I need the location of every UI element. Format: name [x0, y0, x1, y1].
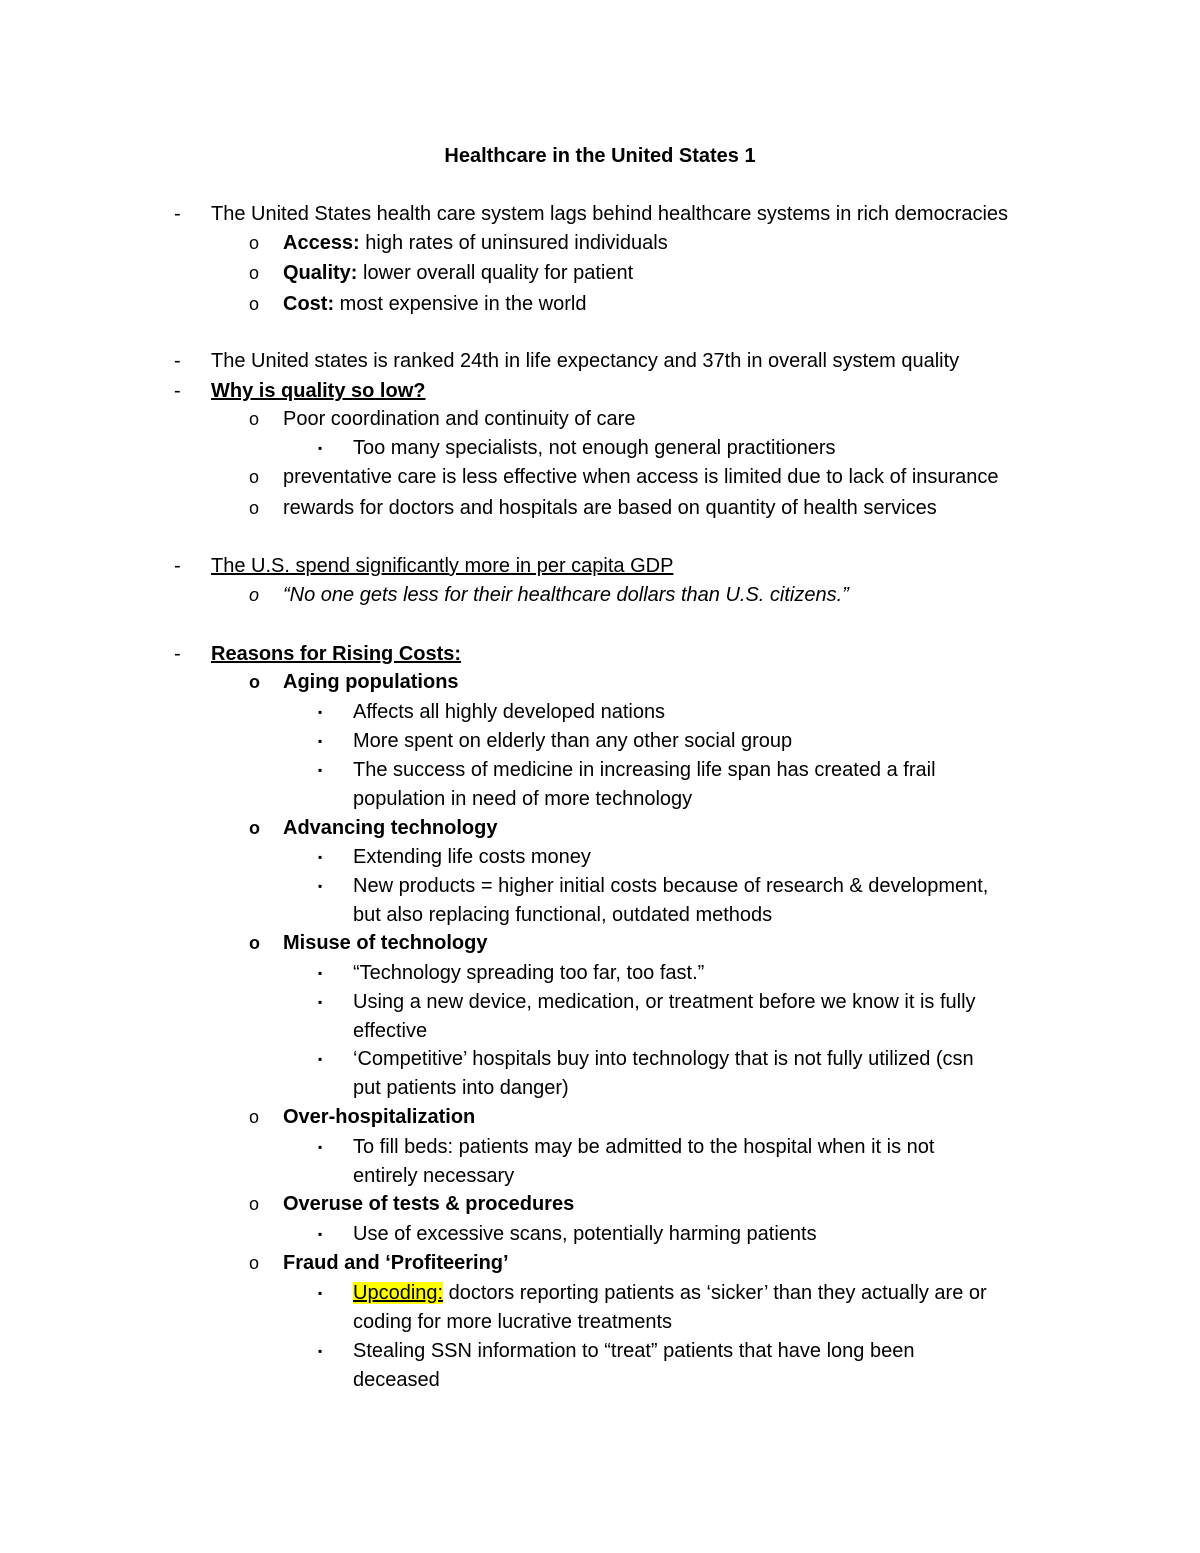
section-heading: The U.S. spend significantly more in per capita GDP: [211, 555, 674, 577]
bullet-text: The United states is ranked 24th in life expectancy and 37th in overall system quality: [211, 350, 960, 372]
list-item: More spent on elderly than any other social group: [353, 730, 793, 752]
list-item: Poor coordination and continuity of care: [283, 408, 636, 430]
list-item: Use of excessive scans, potentially harming patients: [353, 1223, 817, 1245]
square-bullet: ▪: [318, 879, 323, 893]
list-item-continued: population in need of more technology: [353, 788, 693, 810]
subheading: Overuse of tests & procedures: [283, 1193, 575, 1215]
list-item-continued: entirely necessary: [353, 1165, 515, 1187]
list-item: New products = higher initial costs because of research & development,: [353, 875, 989, 897]
square-bullet: ▪: [318, 705, 323, 719]
list-item: Upcoding: doctors reporting patients as ‘sicker’ than they actually are or: [353, 1282, 987, 1304]
list-item: [283, 231, 668, 255]
subheading: Fraud and ‘Profiteering’: [283, 1252, 509, 1274]
quote-text: “No one gets less for their healthcare dollars than U.S. citizens.”: [283, 584, 849, 606]
item-text: high rates of uninsured individuals: [359, 232, 668, 254]
square-bullet: ▪: [318, 966, 323, 980]
section-heading: Why is quality so low?: [211, 380, 426, 402]
list-item: To fill beds: patients may be admitted to the hospital when it is not: [353, 1136, 935, 1158]
list-item: Using a new device, medication, or treatment before we know it is fully: [353, 991, 976, 1013]
circle-bullet: o: [249, 294, 260, 314]
square-bullet: ▪: [318, 995, 323, 1009]
circle-bullet: o: [249, 233, 260, 253]
list-item: Affects all highly developed nations: [353, 701, 666, 723]
item-text: most expensive in the world: [334, 293, 587, 315]
list-item-continued: effective: [353, 1020, 428, 1042]
item-text: lower overall quality for patient: [357, 262, 634, 284]
highlighted-term: Upcoding:: [353, 1282, 444, 1304]
list-item: [283, 292, 586, 316]
square-bullet: ▪: [318, 1227, 323, 1241]
square-bullet: ▪: [318, 1052, 323, 1066]
circle-bullet: o: [249, 1194, 260, 1214]
circle-bullet: o: [249, 498, 260, 518]
list-item-continued: deceased: [353, 1369, 440, 1391]
list-item: Too many specialists, not enough general practitioners: [353, 437, 836, 459]
circle-bullet: o: [249, 263, 260, 283]
subheading: Advancing technology: [283, 817, 498, 839]
circle-bullet: o: [249, 1107, 260, 1127]
square-bullet: ▪: [318, 763, 323, 777]
list-item-continued: but also replacing functional, outdated methods: [353, 904, 773, 926]
list-item: Stealing SSN information to “treat” patients that have long been: [353, 1340, 915, 1362]
list-item-continued: put patients into danger): [353, 1077, 569, 1099]
list-item: ‘Competitive’ hospitals buy into technology that is not fully utilized (csn: [353, 1048, 974, 1070]
square-bullet: ▪: [318, 1140, 323, 1154]
bullet-text: The United States health care system lags behind healthcare systems in rich democracies: [211, 203, 1009, 225]
dash-bullet: -: [174, 380, 181, 402]
list-item: [283, 261, 633, 285]
dash-bullet: -: [174, 643, 181, 665]
square-bullet: ▪: [318, 1344, 323, 1358]
circle-bullet: o: [249, 585, 260, 605]
list-item: “Technology spreading too far, too fast.”: [353, 962, 705, 984]
square-bullet: ▪: [318, 850, 323, 864]
subheading: Aging populations: [283, 671, 459, 693]
dash-bullet: -: [174, 203, 181, 225]
subheading: Over-hospitalization: [283, 1106, 476, 1128]
list-item-continued: coding for more lucrative treatments: [353, 1311, 673, 1333]
section-heading: Reasons for Rising Costs:: [211, 643, 462, 665]
circle-bullet: o: [249, 933, 260, 953]
circle-bullet: o: [249, 467, 260, 487]
dash-bullet: -: [174, 350, 181, 372]
subheading: Misuse of technology: [283, 932, 488, 954]
list-item: Extending life costs money: [353, 846, 591, 868]
square-bullet: ▪: [318, 1286, 323, 1300]
item-label: Cost:: [283, 293, 335, 315]
list-item: preventative care is less effective when access is limited due to lack of insurance: [283, 466, 999, 488]
circle-bullet: o: [249, 818, 260, 838]
dash-bullet: -: [174, 555, 181, 577]
list-item: rewards for doctors and hospitals are based on quantity of health services: [283, 497, 937, 519]
item-label: Quality:: [283, 262, 358, 284]
circle-bullet: o: [249, 672, 260, 692]
item-label: Access:: [283, 232, 360, 254]
square-bullet: ▪: [318, 734, 323, 748]
circle-bullet: o: [249, 1253, 260, 1273]
circle-bullet: o: [249, 409, 260, 429]
page-title: Healthcare in the United States 1: [444, 145, 756, 167]
list-item: The success of medicine in increasing life span has created a frail: [353, 759, 936, 781]
square-bullet: ▪: [318, 441, 323, 455]
